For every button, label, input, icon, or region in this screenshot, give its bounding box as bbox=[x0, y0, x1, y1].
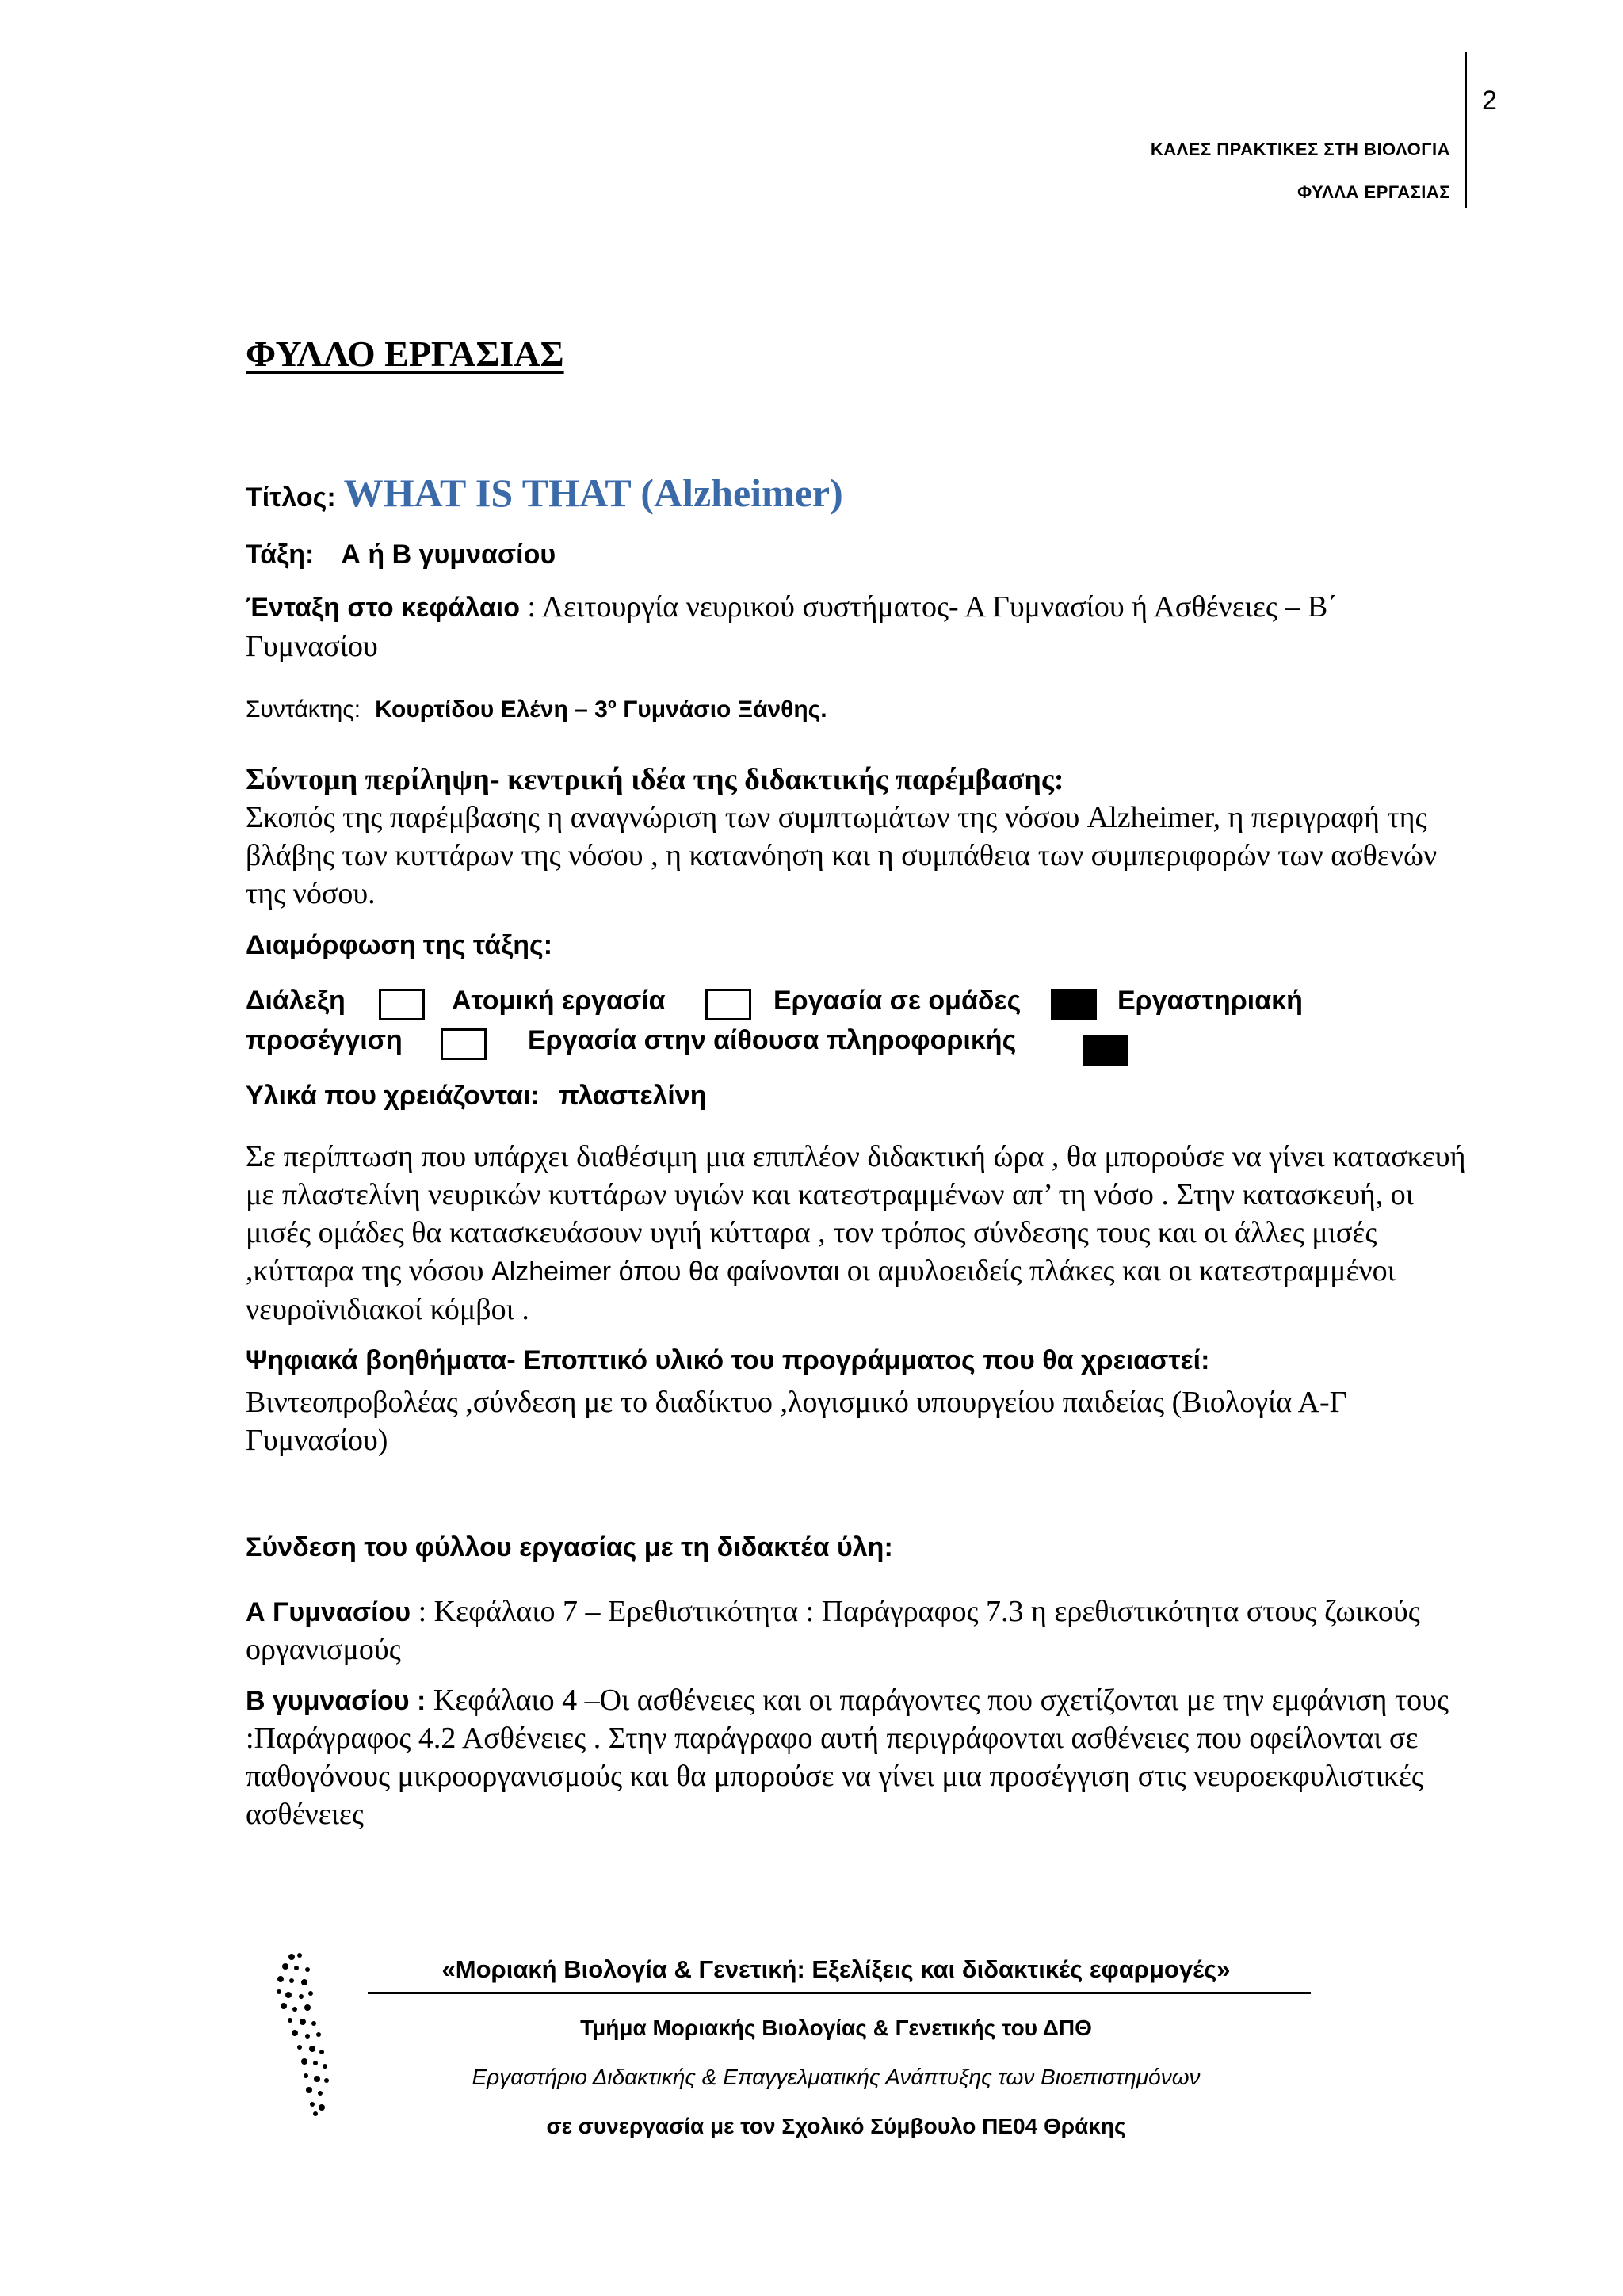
title-row bbox=[246, 471, 1450, 517]
chapter-value: : Λειτουργία νευρικού συστήματος- Α Γυμνασίου ή Ασθένειες – Β΄ Γυμνασίου bbox=[246, 590, 1338, 663]
summary-text: Σκοπός της παρέμβασης η αναγνώριση των συμπτωμάτων της νόσου Alzheimer, η περιγραφή της βλάβης των κυττάρων της νόσου , η κατανόηση και η συμπάθεια των συμπεριφορών των ασθενών της νόσου. bbox=[246, 801, 1438, 910]
author-value: Κουρτίδου Ελένη – $3^o$ Γυμνάσιο Ξάνθης. bbox=[375, 696, 827, 723]
footer-program-title: «Μοριακή Βιολογία & Γενετική: Εξελίξεις και διδακτικές εφαρμογές» bbox=[441, 1955, 1231, 1983]
option-groups-label: Εργασία σε ομάδες bbox=[773, 986, 1022, 1016]
class-value: Α ή Β γυμνασίου bbox=[341, 540, 556, 570]
option-groups-checkbox[interactable] bbox=[1051, 989, 1097, 1020]
materials-value: πλαστελίνη bbox=[558, 1081, 707, 1111]
footer-department: Τμήμα Μοριακής Βιολογίας & Γενετικής του ΔΠΘ bbox=[580, 2016, 1092, 2040]
class-label: Τάξη: bbox=[246, 540, 315, 570]
option-lecture-checkbox[interactable] bbox=[379, 989, 425, 1020]
option-individual-checkbox[interactable] bbox=[705, 989, 751, 1020]
option-lab-label: Εργαστηριακή bbox=[1117, 986, 1303, 1016]
b-gymnasium-paragraph: Β γυμνασίου : Κεφάλαιο 4 –Οι ασθένειες και οι παράγοντες που σχετίζονται με την εμφάνιση τους :Παράγραφος 4.2 Ασθένειες . Στην παράγραφο αυτή περιγράφονται ασθένειες που οφείλονται σε παθογόνους μικροοργανισμούς και θα μπορούσε να γίνει μια προσέγγιση στις νευροεκφυλιστικές ασθένειες bbox=[246, 1684, 1449, 1831]
option-lecture-label: Διάλεξη bbox=[246, 986, 346, 1016]
chapter-label: Ένταξη στο κεφάλαιο bbox=[246, 593, 521, 623]
document-title: ΦΥΛΛΟ ΕΡΓΑΣΙΑΣ bbox=[246, 334, 564, 374]
page-number: 2 bbox=[1482, 86, 1497, 116]
option-approach-checkbox[interactable] bbox=[441, 1028, 487, 1060]
dna-helix-icon bbox=[268, 1951, 339, 2117]
header-divider bbox=[1465, 52, 1467, 208]
header-series-title: ΚΑΛΕΣ ΠΡΑΚΤΙΚΕΣ ΣΤΗ ΒΙΟΛΟΓΙΑ bbox=[1150, 139, 1450, 159]
chapter-row bbox=[246, 588, 1450, 667]
extra-activity-text: Σε περίπτωση που υπάρχει διαθέσιμη μια επιπλέον διδακτική ώρα , θα μπορούσε να γίνει κατασκευή με πλαστελίνη νευρικών κυττάρων υγιών και κατεστραμμένων απ’ τη νόσο . Στην κατασκευή, οι μισές ομάδες θα κατασκευάσουν υγιή κύτταρα , τον τρόπος σύνδεσης τους και οι άλλες μισές ,κύτταρα της νόσου Alzheimer όπου θα φαίνονται οι αμυλοειδείς πλάκες και οι κατεστραμμένοι νευροϊνιδιακοί κόμβοι . bbox=[246, 1140, 1466, 1326]
title-label: Τίτλος: bbox=[246, 482, 336, 513]
author-row bbox=[246, 685, 1450, 729]
digital-aids-heading: Ψηφιακά βοηθήματα- Εποπτικό υλικό του προγράμματος που θα χρειαστεί: bbox=[246, 1345, 1210, 1375]
summary-heading: Σύντομη περίληψη- κεντρική ιδέα της διδακτικής παρέμβασης: bbox=[246, 763, 1064, 796]
footer-divider bbox=[368, 1992, 1311, 1994]
option-individual-label: Ατομική εργασία bbox=[452, 986, 666, 1016]
materials-label: Υλικά που χρειάζονται: bbox=[246, 1081, 540, 1111]
digital-aids-text: Βιντεοπροβολέας ,σύνδεση με το διαδίκτυο ,λογισμικό υπουργείου παιδείας (Βιολογία Α-Γ Γυμνασίου) bbox=[246, 1386, 1347, 1457]
materials-row bbox=[246, 1081, 707, 1112]
header-series-subtitle: ΦΥΛΛΑ ΕΡΓΑΣΙΑΣ bbox=[1297, 182, 1450, 202]
title-value: WHAT IS THAT (Alzheimer) bbox=[343, 471, 843, 515]
a-gymnasium-paragraph: Α Γυμνασίου : Κεφάλαιο 7 – Ερεθιστικότητα : Παράγραφος 7.3 η ερεθιστικότητα στους ζωικούς οργανισμούς bbox=[246, 1595, 1420, 1666]
class-setup-heading: Διαμόρφωση της τάξης: bbox=[246, 930, 553, 960]
option-approach-label: προσέγγιση bbox=[246, 1025, 403, 1055]
curriculum-link-heading: Σύνδεση του φύλλου εργασίας με τη διδακτέα ύλη: bbox=[246, 1532, 893, 1562]
footer-collaboration: σε συνεργασία με τον Σχολικό Σύμβουλο ΠΕ04 Θράκης bbox=[546, 2114, 1126, 2138]
class-row bbox=[246, 536, 1450, 574]
footer-laboratory: Εργαστήριο Διδακτικής & Επαγγελματικής Ανάπτυξης των Βιοεπιστημόνων bbox=[472, 2065, 1201, 2089]
author-label: Συντάκτης: bbox=[246, 696, 361, 723]
option-computer-lab-checkbox[interactable] bbox=[1083, 1035, 1128, 1066]
option-computer-lab-label: Εργασία στην αίθουσα πληροφορικής bbox=[528, 1025, 1017, 1055]
